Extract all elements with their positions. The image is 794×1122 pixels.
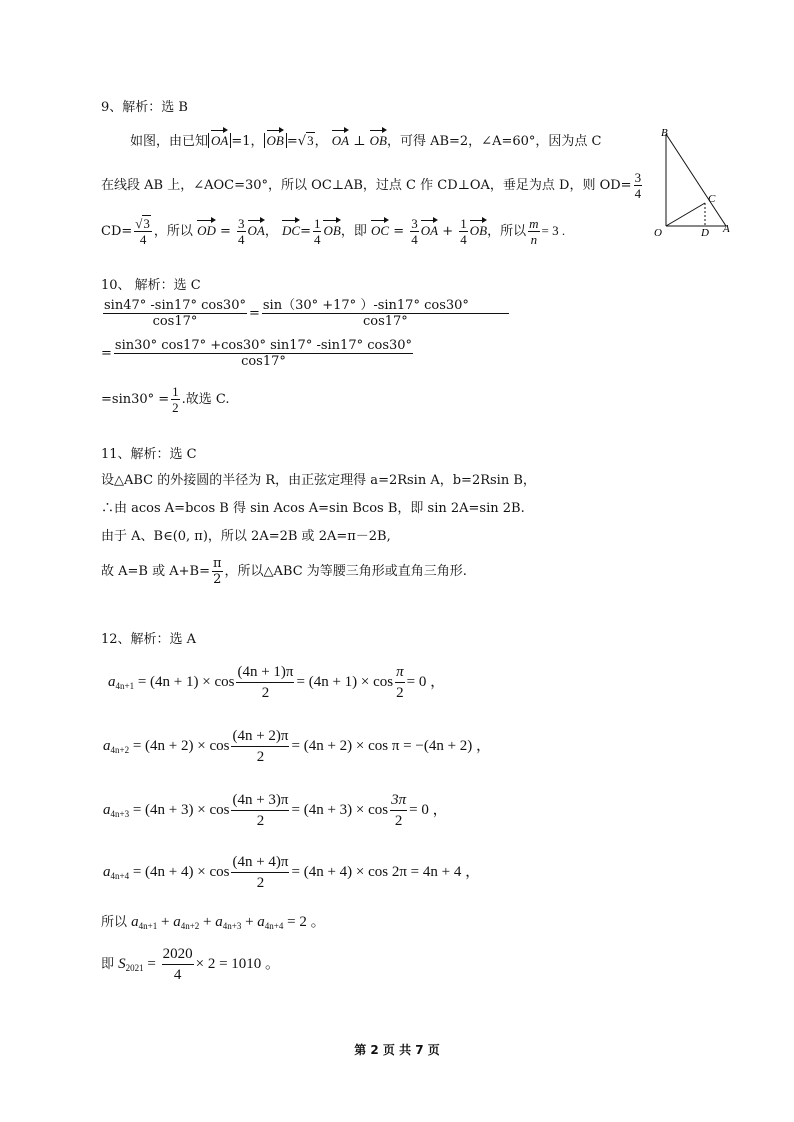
vector-OA-norm: OA — [208, 133, 231, 148]
q12-sum-line: 所以 $a_{4n+1} + a_{4n+2} + a_{4n+3} + a_{4n+4} = 2$ 。 — [101, 914, 326, 931]
q9-line3: CD= $\frac{√3}{4}$ ，所以 OD = $\frac{3}{4}$ OA， DC= $\frac{1}{4}$ OB，即 OC = $\frac{3}{4}$ OA + $\frac{1}{4}$ OB，所以 $\frac{m}{n}$ = 3 . — [101, 216, 566, 247]
label-B: B — [661, 127, 668, 139]
q12-equation-4: $a_{4n+4} = (4n + 4) \times \cos$ $\frac{(4n + 4)\pi}{2}$ = (4n + 4) × cos 2π = 4n + 4 ， — [103, 854, 481, 891]
segment-OC — [666, 203, 705, 226]
q11-line4: 故 A=B 或 A+B= $\frac{\pi}{2}$ ，所以△ABC 为等腰三角形或直角三角形. — [101, 556, 467, 587]
q10-line2: = $\frac{\sin 30^\circ \cos 17^\circ +\cos 30^\circ \sin 17^\circ -\sin 17^\circ \cos 30^\circ}{\cos 17^\circ}$ — [101, 338, 413, 369]
q11-title: 11、解析：选 C — [101, 447, 197, 462]
q10-line3: =sin30° = $\frac{1}{2}$ .故选 C. — [101, 384, 230, 415]
fraction-m-n: $\frac{m}{n}$ — [529, 216, 539, 247]
q9-text: 如图，由已知 — [130, 134, 209, 149]
vector-OB-norm: OB — [264, 133, 287, 148]
page-footer: 第 2 页 共 7 页 — [354, 1043, 440, 1057]
label-O: O — [654, 227, 662, 239]
q12-equation-2: $a_{4n+2} = (4n + 2) \times \cos$ $\frac{(4n + 2)\pi}{2}$ = (4n + 2) × cos π = −(4n + 2) ， — [103, 728, 492, 765]
sqrt-3: √3 — [297, 133, 314, 149]
triangle-figure — [652, 126, 734, 240]
q10-fraction-1: $\frac{\sin 47^\circ -\sin 17^\circ \cos 30^\circ}{\cos 17^\circ}$ — [104, 298, 246, 329]
label-A: A — [723, 223, 730, 235]
q11-line1: 设△ABC 的外接圆的半径为 R，由正弦定理得 a=2Rsin A，b=2Rsin B， — [101, 473, 536, 488]
label-C: C — [708, 193, 716, 205]
q10-line1: $\frac{\sin 47^\circ -\sin 17^\circ \cos 30^\circ}{\cos 17^\circ}$ = $\frac{\sin(30^\circ +17^\circ )-\sin 17^\circ \cos 30^\circ}{\cos 17^\circ}$ — [101, 298, 511, 329]
q9-line1: 如图，由已知 OA =1， OB =√3， OA ⊥ OB，可得 AB=2，∠A=60°，因为点 C — [130, 128, 601, 149]
fraction-3-4: $\frac{3}{4}$ — [634, 170, 642, 201]
fraction-pi-2: $\frac{\pi}{2}$ — [212, 556, 222, 587]
q10-title: 10、 解析：选 C — [101, 278, 201, 293]
q12-result-line: 即 $S_{2021}$ = $\frac{2020}{4}$ × 2 = 1010 。 — [101, 946, 281, 983]
segment-AB — [666, 134, 726, 226]
fraction-root3-4: $\frac{√3}{4}$ — [135, 216, 150, 247]
q10-fraction-2: $\frac{\sin(30^\circ +17^\circ )-\sin 17^\circ \cos 30^\circ}{\cos 17^\circ}$ — [262, 298, 509, 329]
q12-equation-1: $a_{4n+1} = (4n + 1) \times \cos$ $\frac{(4n + 1)\pi}{2}$ = (4n + 1) × cos $\frac{\pi}{2}$ = 0 ， — [108, 664, 446, 701]
q10-fraction-3: $\frac{\sin 30^\circ \cos 17^\circ +\cos 30^\circ \sin 17^\circ -\sin 17^\circ \cos 30^\circ}{\cos 17^\circ}$ — [114, 338, 413, 369]
q9-line2: 在线段 AB 上，∠AOC=30°，所以 OC⊥AB，过点 C 作 CD⊥OA，垂足为点 D，则 OD= $\frac{3}{4}$ — [101, 170, 642, 201]
q11-line3: 由于 A、B∈(0, π)，所以 2A=2B 或 2A=π－2B, — [101, 529, 391, 544]
q11-line2: ∴由 acos A=bcos B 得 sin Acos A=sin Bcos B，即 sin 2A=sin 2B. — [101, 501, 525, 516]
label-D: D — [701, 227, 709, 239]
q12-title: 12、解析：选 A — [101, 632, 197, 647]
q12-equation-3: $a_{4n+3} = (4n + 3) \times \cos$ $\frac{(4n + 3)\pi}{2}$ = (4n + 3) × cos $\frac{3\pi}{2}$ = 0 ， — [103, 792, 448, 829]
fraction-1-2: $\frac{1}{2}$ — [172, 384, 179, 415]
q9-title: 9、解析：选 B — [101, 100, 188, 115]
